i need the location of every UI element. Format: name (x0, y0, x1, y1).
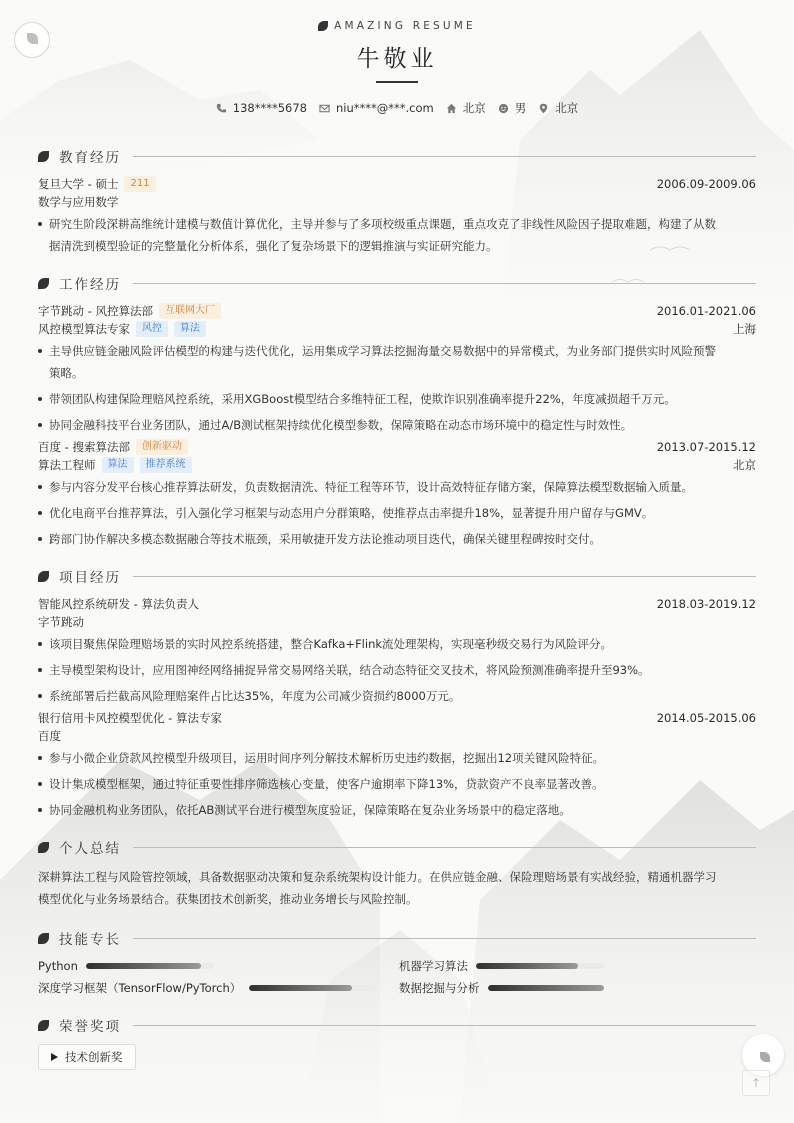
project-date: 2018.03-2019.12 (656, 597, 756, 611)
skill-item (38, 958, 399, 974)
project-entry-header (38, 595, 756, 613)
section-summary (38, 838, 756, 910)
section-rule (133, 283, 756, 284)
company-tag: 互联网大厂 (159, 303, 221, 319)
work-date: 2016.01-2021.06 (656, 304, 756, 318)
section-header (38, 838, 756, 856)
contact-city: 北京 (446, 100, 486, 116)
project-bullets (38, 747, 756, 821)
list-item: 参与小微企业贷款风控模型升级项目，运用时间序列分解技术解析历史违约数据，挖掘出12项关键风险特征。 (38, 747, 756, 769)
leaf-icon (760, 1052, 770, 1062)
school-name: 复旦大学 - 硕士 (38, 177, 119, 191)
project-org: 字节跳动 (38, 615, 84, 629)
map-pin-icon (538, 103, 549, 114)
skill-bar-fill (476, 963, 578, 969)
award-name: 技术创新奖 (65, 1050, 123, 1064)
list-item: 设计集成模型框架，通过特征重要性排序筛选核心变量，使客户逾期率下降13%，贷款资产不良率显著改善。 (38, 773, 756, 795)
skill-item (38, 980, 399, 996)
section-title: 个人总结 (59, 841, 121, 857)
skill-name: Python (38, 959, 78, 973)
leaf-icon (38, 842, 49, 853)
section-rule (133, 938, 756, 939)
list-item: 系统部署后拦截高风险理赔案件占比达35%，年度为公司减少资损约8000万元。 (38, 685, 756, 707)
section-awards (38, 1016, 756, 1070)
work-entry-header (38, 438, 756, 456)
section-header (38, 147, 756, 165)
job-role: 风控模型算法专家 (38, 322, 130, 336)
role-tag: 算法 (174, 321, 206, 337)
project-entry-header (38, 709, 756, 727)
section-rule (133, 576, 756, 577)
leaf-icon (318, 21, 328, 31)
company-name: 百度 - 搜索算法部 (38, 440, 130, 454)
list-item: 协同金融机构业务团队，依托AB测试平台进行模型灰度验证，保障策略在复杂业务场景中的稳定落地。 (38, 799, 756, 821)
list-item: 主导模型架构设计，应用图神经网络捕捉异常交易网络关联，结合动态特征交叉技术，将风险预测准确率提升至93%。 (38, 659, 756, 681)
skill-name: 深度学习框架（TensorFlow/PyTorch） (38, 981, 242, 995)
job-role: 算法工程师 (38, 458, 96, 472)
skill-bar (86, 963, 214, 969)
list-item: 跨部门协作解决多模态数据融合等技术瓶颈，采用敏捷开发方法论推动项目迭代，确保关键里程碑按时交付。 (38, 528, 756, 550)
section-skills (38, 929, 756, 996)
work-city: 上海 (733, 322, 756, 336)
role-tag: 风控 (136, 321, 168, 337)
section-rule (133, 847, 756, 848)
kicker-text: AMAZING RESUME (334, 20, 476, 32)
section-projects (38, 567, 756, 821)
home-icon (446, 103, 457, 114)
contact-bar (0, 100, 794, 116)
education-bullets (38, 213, 756, 235)
project-org: 百度 (38, 729, 61, 743)
name-divider (376, 81, 418, 83)
contact-location: 北京 (538, 100, 578, 116)
section-rule (133, 1025, 756, 1026)
education-entry-header (38, 175, 756, 193)
skill-bar-fill (488, 985, 604, 991)
resume-header (0, 20, 794, 83)
section-title: 工作经历 (59, 277, 121, 293)
arrow-up-icon: ↑ (750, 1076, 762, 1090)
list-item: 带领团队构建保险理赔风控系统，采用XGBoost模型结合多维特征工程，使欺诈识别准确率提升22%，年度减损超千万元。 (38, 388, 756, 410)
section-title: 技能专长 (59, 932, 121, 948)
section-header (38, 929, 756, 947)
leaf-icon (38, 933, 49, 944)
work-date: 2013.07-2015.12 (656, 440, 756, 454)
section-title: 项目经历 (59, 570, 121, 586)
major: 数学与应用数学 (38, 195, 119, 209)
award-item (38, 1044, 136, 1070)
skill-bar (488, 985, 604, 991)
section-header (38, 274, 756, 292)
skill-item (399, 958, 756, 974)
skill-name: 数据挖掘与分析 (399, 981, 480, 995)
company-tag: 创新驱动 (136, 439, 188, 455)
summary-line: 深耕算法工程与风险管控领域，具备数据驱动决策和复杂系统架构设计能力。在供应链金融、保险理赔场景有实战经验，精通机器学习 (38, 870, 717, 884)
project-name: 智能风控系统研发 - 算法负责人 (38, 597, 199, 611)
work-bullets (38, 340, 756, 362)
project-date: 2014.05-2015.06 (656, 711, 756, 725)
header-kicker (0, 20, 794, 32)
skill-bar-fill (249, 985, 351, 991)
list-item: 研究生阶段深耕高维统计建模与数值计算优化，主导并参与了多项校级重点课题，重点攻克了非线性风险因子提取难题，构建了从数 (38, 213, 756, 235)
work-city: 北京 (733, 458, 756, 472)
list-item: 主导供应链金融风险评估模型的构建与迭代优化，运用集成学习算法挖掘海量交易数据中的异常模式，为业务部门提供实时风险预警 (38, 340, 756, 362)
leaf-icon (38, 151, 49, 162)
work-bullets (38, 388, 756, 436)
section-title: 荣誉奖项 (59, 1019, 121, 1035)
role-tag: 推荐系统 (140, 457, 192, 473)
school-tag: 211 (124, 176, 155, 192)
section-title: 教育经历 (59, 150, 121, 166)
mail-icon (319, 103, 330, 114)
list-item: 该项目聚焦保险理赔场景的实时风控系统搭建，整合Kafka+Flink流处理架构，实现毫秒级交易行为风险评分。 (38, 633, 756, 655)
list-item: 参与内容分发平台核心推荐算法研发，负责数据清洗、特征工程等环节，设计高效特征存储方案，保障算法模型数据输入质量。 (38, 476, 756, 498)
education-date: 2006.09-2009.06 (656, 177, 756, 191)
skill-bar (249, 985, 377, 991)
skill-bar-fill (86, 963, 201, 969)
section-rule (133, 156, 756, 157)
project-bullets (38, 633, 756, 707)
list-item: 协同金融科技平台业务团队，通过A/B测试框架持续优化模型参数，保障策略在动态市场环境中的稳定性与时效性。 (38, 414, 756, 436)
play-triangle-icon (51, 1053, 58, 1061)
phone-icon (216, 103, 227, 114)
section-header (38, 1016, 756, 1034)
work-role-row (38, 320, 756, 338)
list-item-continuation: 据清洗到模型验证的完整量化分析体系，强化了复杂场景下的逻辑推演与实证研究能力。 (49, 239, 498, 253)
contact-gender: 男 (498, 100, 527, 116)
company-name: 字节跳动 - 风控算法部 (38, 304, 153, 318)
section-header (38, 567, 756, 585)
list-item-continuation: 策略。 (49, 366, 84, 380)
leaf-icon (38, 1020, 49, 1031)
contact-email: niu****@***.com (319, 101, 434, 115)
skill-name: 机器学习算法 (399, 959, 468, 973)
summary-line: 模型优化与业务场景结合。获集团技术创新奖，推动业务增长与风险控制。 (38, 892, 418, 906)
skill-item (399, 980, 756, 996)
section-work (38, 274, 756, 550)
leaf-icon (38, 571, 49, 582)
project-name: 银行信用卡风控模型优化 - 算法专家 (38, 711, 222, 725)
skills-grid (38, 958, 756, 996)
work-role-row (38, 456, 756, 474)
scroll-to-top-button[interactable] (742, 1070, 770, 1096)
work-entry-header (38, 302, 756, 320)
leaf-icon (38, 278, 49, 289)
work-bullets (38, 476, 756, 550)
list-item: 优化电商平台推荐算法，引入强化学习框架与动态用户分群策略，使推荐点击率提升18%，显著提升用户留存与GMV。 (38, 502, 756, 524)
skill-bar (476, 963, 604, 969)
section-education (38, 147, 756, 257)
smile-icon (498, 103, 509, 114)
candidate-name: 牛敬业 (356, 46, 438, 72)
role-tag: 算法 (102, 457, 134, 473)
contact-phone: 138****5678 (216, 101, 307, 115)
